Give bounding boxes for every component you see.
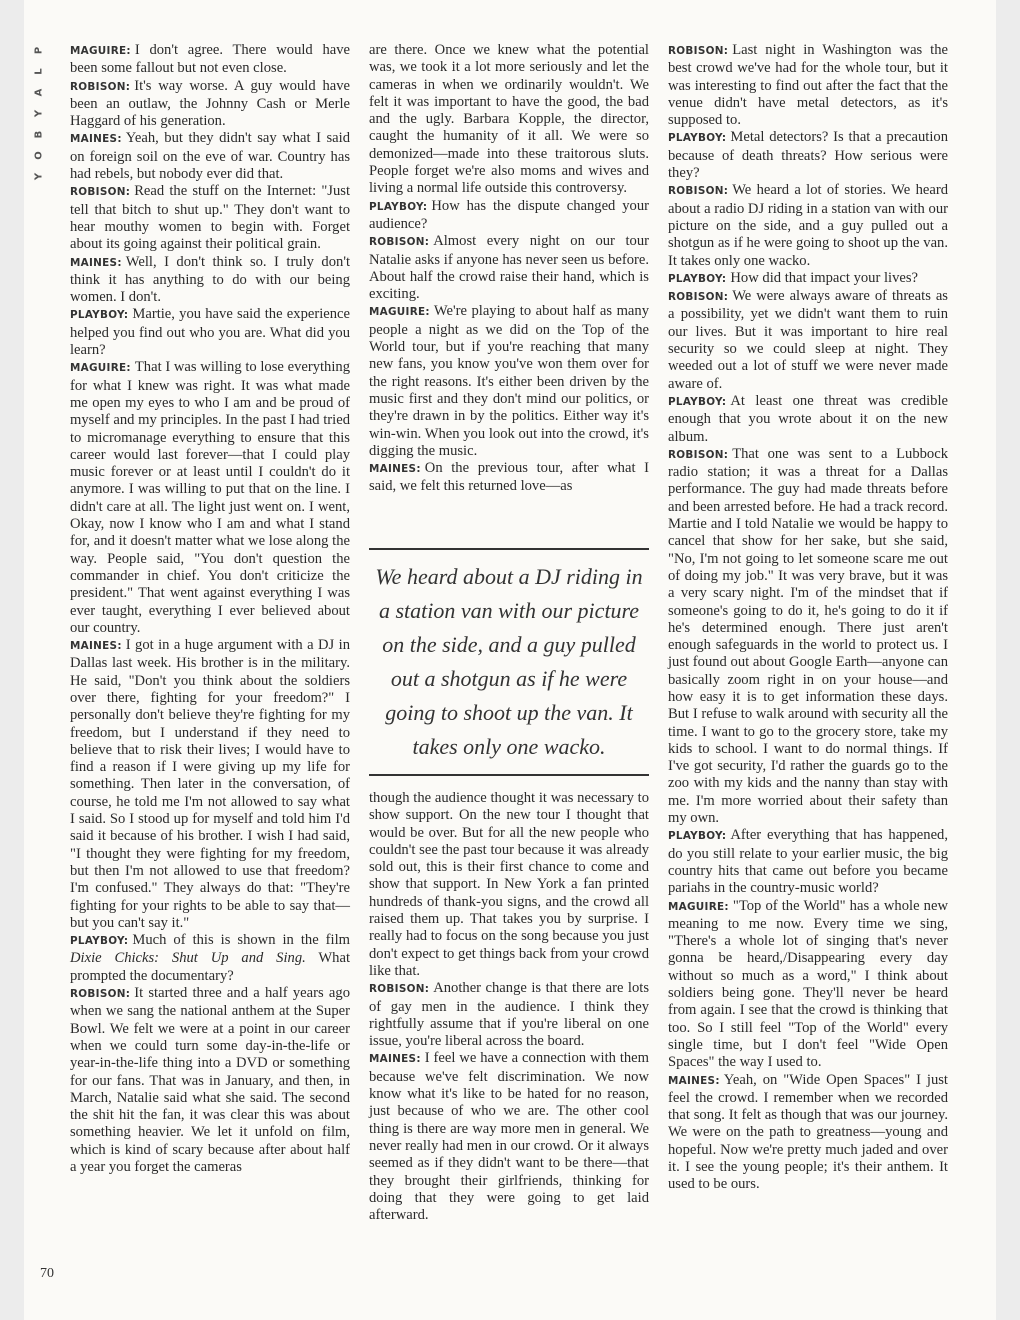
- speaker-label: ROBISON:: [70, 186, 131, 199]
- speaker-label: PLAYBOY:: [70, 309, 129, 322]
- speaker-label: MAGUIRE:: [668, 900, 729, 913]
- magazine-folio: [33, 40, 50, 187]
- interview-paragraph: [668, 288, 948, 393]
- speaker-label: MAGUIRE:: [369, 306, 430, 319]
- speaker-label: ROBISON:: [369, 236, 430, 249]
- column-2-top: [369, 42, 649, 496]
- interview-paragraph: [668, 1072, 948, 1194]
- speaker-label: ROBISON:: [369, 983, 430, 996]
- paragraph-text: I feel we have a connection with them because we've felt discrimination. We now know what it's like to be hated for no reason, just because of who we are. The other cool thing is there are way more men in general. We never really had men in our crowd. Or it always seemed as if they didn't want to be there—that they brought their girlfriends, thinking for doing that they were going to get laid afterward.: [369, 1050, 649, 1224]
- column-1: [70, 42, 350, 1176]
- paragraph-text: That one was sent to a Lubbock radio station; it was a threat for a Dallas performance. The guy had made threats before and been arrested before. He had a track record. Martie and I told Natalie we would be happy to cancel that show for her sake, but she said, "No, I'm not going to let someone scare me out of doing my job." It was very brave, but it was a very scary night. I'm of the mindset that if someone's going to do it, he's going to do it if he's determined enough. There just aren't enough safeguards in the world to protect us. I just found out about Google Earth—anyone can basically zoom right in on your house—and how easy it is to get information these days. But I refuse to walk around with security all the time. I want to go to the grocery store, take my kids to school. I want to do normal things. If I've got security, I'd rather the guards go to the zoo with my kids and the nanny than stay with me. I'm more worried about their safety than my own.: [668, 445, 948, 827]
- paragraph-text: On the previous tour, after what I said, we felt this returned love—as: [369, 460, 649, 495]
- speaker-label: ROBISON:: [70, 80, 131, 93]
- film-title: Dixie Chicks: Shut Up and Sing.: [70, 950, 306, 967]
- interview-paragraph: [668, 42, 948, 129]
- speaker-label: MAINES:: [70, 133, 122, 146]
- paragraph-text: "Top of the World" has a whole new meaning to me now. Every time we sing, "There's a whole lot of singing that's never gonna be heard,/Disappearing every day without so much as a word," I think about soldiers being gone. They'll never be heard from again. I see that the crowd is thinking that too. So I still feel "Top of the World" every single time, but I don't feel "Wide Open Spaces" the way I used to.: [668, 897, 948, 1071]
- interview-paragraph: [668, 270, 948, 288]
- pull-quote: We heard about a DJ riding in a station van with our picture on the side, and a guy pulled out a shotgun as if he were going to shoot up the van. It takes only one wacko.: [375, 564, 643, 759]
- folio-letter: P: [33, 46, 45, 55]
- paragraph-text: It started three and a half years ago when we sang the national anthem at the Super Bowl. We felt we were at a point in our career when we could turn some day-in-the-life or year-in-the-life thing into a DVD or something for our fans. That was in January, and then, in March, Natalie said what she said. The second the shit hit the fan, it was clear this was about something heavier. We let it unfold on film, which is kind of scary because after about half a year you forget the cameras: [70, 985, 350, 1175]
- paragraph-text: That I was willing to lose everything for what I knew was right. It was what made me open my eyes to who I am and be proud of myself and my principles. In the past I had tried to micromanage everything to ensure that this career would last forever—that I could play music forever or at least until I couldn't do it anymore. I was willing to put that on the line. I didn't care at all. The light just went on. I went, Okay, now I know who I am and what I stand for, and it doesn't matter what we lose along the way. People said, "You don't question the commander in chief. You don't criticize the president." That went against everything I was ever taught, everything I ever believed about our country.: [70, 359, 350, 636]
- speaker-label: MAINES:: [369, 1053, 421, 1066]
- paragraph-text: are there. Once we knew what the potential was, we took it a lot more seriously and let the cameras in when we ordinarily wouldn't. We felt it was important to have the good, the bad and the ugly. Barbara Kopple, the director, caught the humanity of it all. We were so demonized—made into these traitorous sluts. People forget we're also moms and wives and living a normal life outside this controversy.: [369, 42, 649, 197]
- paragraph-text: Read the stuff on the Internet: "Just tell that bitch to shut up." They don't want to hear mouthy women to begin with. Forget about its going against their political grain.: [70, 183, 350, 253]
- interview-paragraph: [70, 932, 350, 985]
- paragraph-text: After everything that has happened, do you still relate to your earlier music, the big country hits that came out before you became pariahs in the country-music world?: [668, 827, 948, 897]
- interview-paragraph: [369, 790, 649, 980]
- folio-letter: Y: [33, 172, 45, 181]
- interview-paragraph: [668, 898, 948, 1072]
- speaker-label: PLAYBOY:: [668, 395, 727, 408]
- paragraph-text: Almost every night on our tour Natalie asks if anyone has never seen us before. About half the crowd raise their hand, which is exciting.: [369, 233, 649, 303]
- interview-paragraph: [70, 359, 350, 637]
- paragraph-text: I don't agree. There would have been some fallout but not even close.: [70, 42, 350, 77]
- interview-paragraph: [70, 183, 350, 253]
- pull-quote-box: [369, 548, 649, 776]
- paragraph-text: I got in a huge argument with a DJ in Dallas last week. His brother is in the military. He said, "Don't you think about the soldiers over there, fighting for your freedom?" I personally don't believe they're fighting for my freedom, but I understand if they need to believe that to risk their lives; I would have to find a reason if I were giving up my life for something. Then later in the conversation, of course, he told me I'm not allowed to say what I said. So I stood up for myself and told him I'd said it because of his brother. I wish I had said, "I thought they were fighting for my freedom, but then I'm not allowed to use that freedom? I'm confused." They always do that: "They're fighting for your rights to be able to say that—but you can't say it.": [70, 637, 350, 931]
- speaker-label: PLAYBOY:: [70, 935, 129, 948]
- speaker-label: ROBISON:: [668, 45, 729, 57]
- paragraph-text: We're playing to about half as many people a night as we did on the Top of the World tour, but if you're reaching that many new fans, you know you've won them over for the right reasons. It's either been driven by the music first and they don't mind our politics, or they're drawn in by the politics. Either way it's win-win. When you look out into the crowd, it's digging the music.: [369, 303, 649, 459]
- interview-paragraph: [369, 42, 649, 198]
- paragraph-text: Another change is that there are lots of gay men in the audience. I think they rightfully assume that if you're liberal on one issue, you're liberal across the board.: [369, 980, 649, 1050]
- folio-letter: A: [33, 88, 45, 97]
- interview-paragraph: [668, 827, 948, 897]
- interview-paragraph: [369, 233, 649, 303]
- paragraph-text: What prompted the documentary?: [70, 950, 350, 984]
- speaker-label: MAINES:: [70, 640, 122, 653]
- folio-letter: L: [33, 68, 45, 75]
- interview-paragraph: [70, 306, 350, 359]
- paragraph-text: Well, I don't think so. I truly don't think it has anything to do with our being women. I don't.: [70, 253, 350, 306]
- interview-paragraph: [369, 1050, 649, 1224]
- paragraph-text: Yeah, but they didn't say what I said on foreign soil on the eve of war. Country has had rebels, but nobody ever did that.: [70, 130, 350, 183]
- speaker-label: MAINES:: [668, 1074, 720, 1087]
- interview-paragraph: [369, 980, 649, 1050]
- speaker-label: PLAYBOY:: [668, 830, 727, 843]
- paragraph-text: How has the dispute changed your audience?: [369, 197, 649, 232]
- folio-letter: B: [33, 130, 45, 139]
- interview-paragraph: [70, 130, 350, 183]
- speaker-label: PLAYBOY:: [369, 200, 428, 213]
- paragraph-text: Martie, you have said the experience helped you find out who you are. What did you learn?: [70, 306, 350, 359]
- folio-letter: O: [33, 151, 45, 160]
- interview-paragraph: [70, 42, 350, 78]
- speaker-label: MAGUIRE:: [70, 362, 131, 375]
- paragraph-text: It's way worse. A guy would have been an outlaw, the Johnny Cash or Merle Haggard of his generation.: [70, 77, 350, 130]
- interview-paragraph: [668, 129, 948, 182]
- speaker-label: MAINES:: [70, 256, 122, 269]
- folio-letter: Y: [33, 109, 45, 118]
- column-3: [668, 42, 948, 1194]
- interview-paragraph: [668, 182, 948, 269]
- paragraph-text: We were always aware of threats as a possibility, yet we didn't want them to ruin our lives. But it was important to hire real security so we could sleep at night. They weeded out a lot of stuff we were never made aware of.: [668, 288, 948, 392]
- paragraph-text: though the audience thought it was necessary to show support. On the new tour I thought that would be over. But for all the new people who couldn't see the past tour because it was already sold out, this is their first chance to come and show that support. In New York a fan printed hundreds of thank-you signs, and the crowd all raised them up. That takes you by surprise. I really had to focus on the song because you just don't expect to get things back from your crowd like that.: [369, 790, 649, 979]
- speaker-label: MAGUIRE:: [70, 45, 131, 57]
- paragraph-text: Much of this is shown in the film: [132, 932, 350, 949]
- interview-paragraph: [369, 460, 649, 496]
- paragraph-text: Yeah, on "Wide Open Spaces" I just feel the crowd. I remember when we recorded that song. It felt as though that was our journey. We were on the path to greatness—young and hopeful. Now we're pretty much jaded and over it. I see the young people; it's their anthem. It used to be ours.: [668, 1071, 948, 1193]
- paragraph-text: At least one threat was credible enough that you wrote about it on the new album.: [668, 392, 948, 445]
- interview-paragraph: [70, 78, 350, 131]
- speaker-label: ROBISON:: [668, 291, 729, 304]
- interview-paragraph: [369, 198, 649, 234]
- paragraph-text: How did that impact your lives?: [730, 269, 919, 286]
- interview-paragraph: [70, 637, 350, 932]
- speaker-label: PLAYBOY:: [668, 132, 727, 145]
- speaker-label: ROBISON:: [668, 448, 729, 461]
- speaker-label: MAINES:: [369, 463, 421, 476]
- speaker-label: PLAYBOY:: [668, 272, 727, 285]
- interview-paragraph: [369, 303, 649, 460]
- interview-paragraph: [668, 446, 948, 828]
- page-number: 70: [40, 1266, 54, 1281]
- interview-paragraph: [668, 393, 948, 446]
- speaker-label: ROBISON:: [668, 185, 729, 198]
- paragraph-text: Metal detectors? Is that a precaution because of death threats? How serious were they?: [668, 129, 948, 182]
- column-2-bottom: [369, 790, 649, 1224]
- interview-paragraph: [70, 254, 350, 307]
- paragraph-text: We heard a lot of stories. We heard about a radio DJ riding in a station van with our picture on the side, and a guy pulled out a shotgun as if he were going to shoot up the van. It takes only one wacko.: [668, 182, 948, 269]
- paragraph-text: Last night in Washington was the best crowd we've had for the whole tour, but it was interesting to find out after the fact that the venue didn't have metal detectors, as it's supposed to.: [668, 42, 948, 129]
- interview-paragraph: [70, 985, 350, 1176]
- speaker-label: ROBISON:: [70, 988, 131, 1001]
